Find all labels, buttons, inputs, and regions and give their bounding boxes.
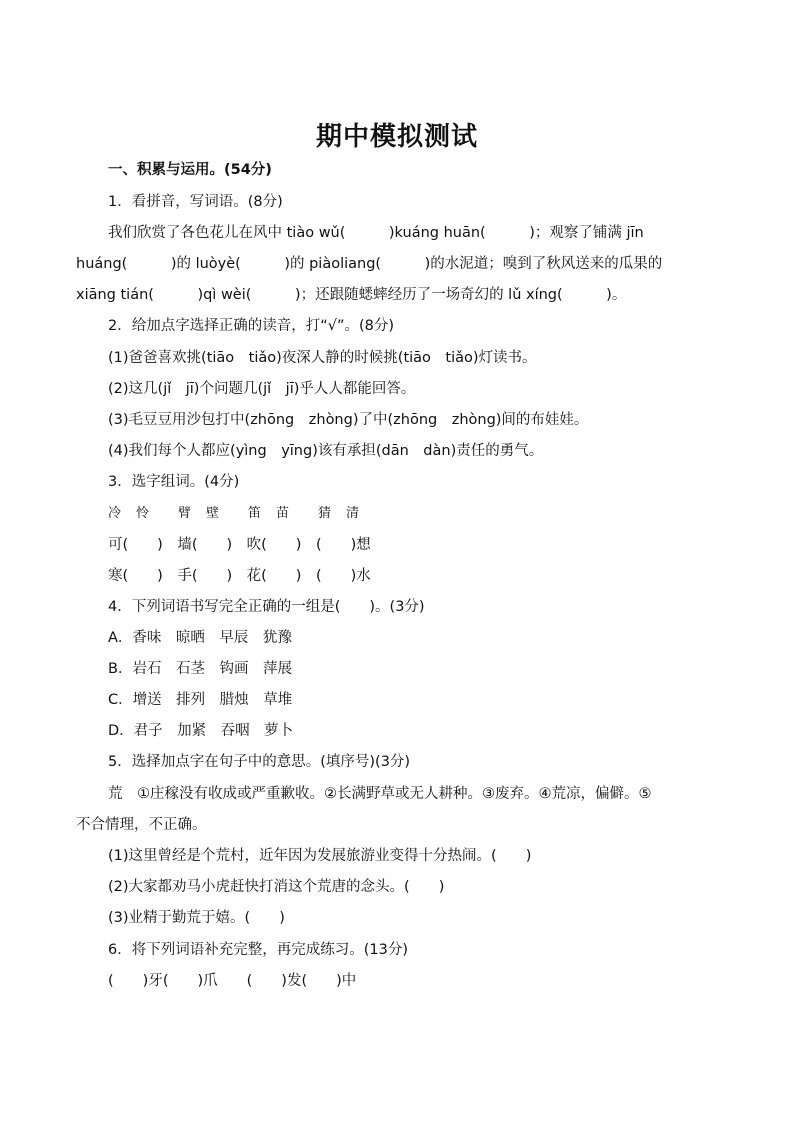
section-heading: 一、积累与运用。(54分): [108, 162, 272, 178]
question-4-option: C．增送 排列 腊烛 草堆: [108, 692, 293, 708]
page-title: 期中模拟测试: [315, 122, 478, 152]
question-5-item: (2)大家都劝马小虎赶快打消这个荒唐的念头。( ): [108, 879, 445, 895]
question-4-option: B．岩石 石茎 钩画 萍展: [108, 661, 292, 677]
question-2-item: (2)这几(jǐ jī)个问题几(jǐ jī)乎人人都能回答。: [108, 381, 416, 397]
question-4-option: D．君子 加紧 吞咽 萝卜: [108, 723, 294, 739]
question-3-heading: 3．选字组词。(4分): [108, 474, 240, 490]
question-1-heading: 1．看拼音，写词语。(8分): [108, 194, 283, 210]
question-4-heading: 4．下列词语书写完全正确的一组是( )。(3分): [108, 599, 425, 615]
question-2-item: (1)爸爸喜欢挑(tiāo tiǎo)夜深人静的时候挑(tiāo tiǎo)灯读书。: [108, 350, 537, 366]
question-5-definitions: 不合情理，不正确。: [76, 817, 207, 833]
question-4-option: A．香味 晾晒 早辰 犹豫: [108, 630, 292, 646]
question-6-heading: 6．将下列词语补充完整，再完成练习。(13分): [108, 942, 408, 958]
question-2-item: (4)我们每个人都应(yìng yīng)该有承担(dān dàn)责任的勇气。: [108, 443, 544, 459]
question-5-definitions: 荒 ①庄稼没有收成或严重歉收。②长满野草或无人耕种。③废弃。④荒凉，偏僻。⑤: [108, 786, 652, 802]
question-3-row: 寒( ) 手( ) 花( ) ( )水: [108, 568, 371, 584]
question-5-item: (1)这里曾经是个荒村，近年因为发展旅游业变得十分热闹。( ): [108, 848, 532, 864]
question-6-row: ( )牙( )爪 ( )发( )中: [108, 973, 357, 989]
question-2-heading: 2．给加点字选择正确的读音，打“√”。(8分): [108, 318, 395, 334]
question-1-line: xiāng tián( )qì wèi( )；还跟随蟋蟀经历了一场奇幻的 lǔ xíng( )。: [76, 287, 627, 303]
question-1-line: huáng( )的 luòyè( )的 piàoliang( )的水泥道；嗅到了秋风送来的瓜果的: [76, 256, 663, 272]
question-5-heading: 5．选择加点字在句子中的意思。(填序号)(3分): [108, 754, 411, 770]
question-3-row: 可( ) 墙( ) 吹( ) ( )想: [108, 537, 371, 553]
question-3-characters: 冷 怜 臂 壁 笛 苗 猜 清: [108, 506, 361, 521]
question-5-item: (3)业精于勤荒于嬉。( ): [108, 910, 285, 926]
question-2-item: (3)毛豆豆用沙包打中(zhōng zhòng)了中(zhōng zhòng)间的布娃娃。: [108, 412, 589, 428]
question-1-line: 我们欣赏了各色花儿在风中 tiào wǔ( )kuáng huān( )；观察了铺满 jīn: [108, 225, 644, 241]
